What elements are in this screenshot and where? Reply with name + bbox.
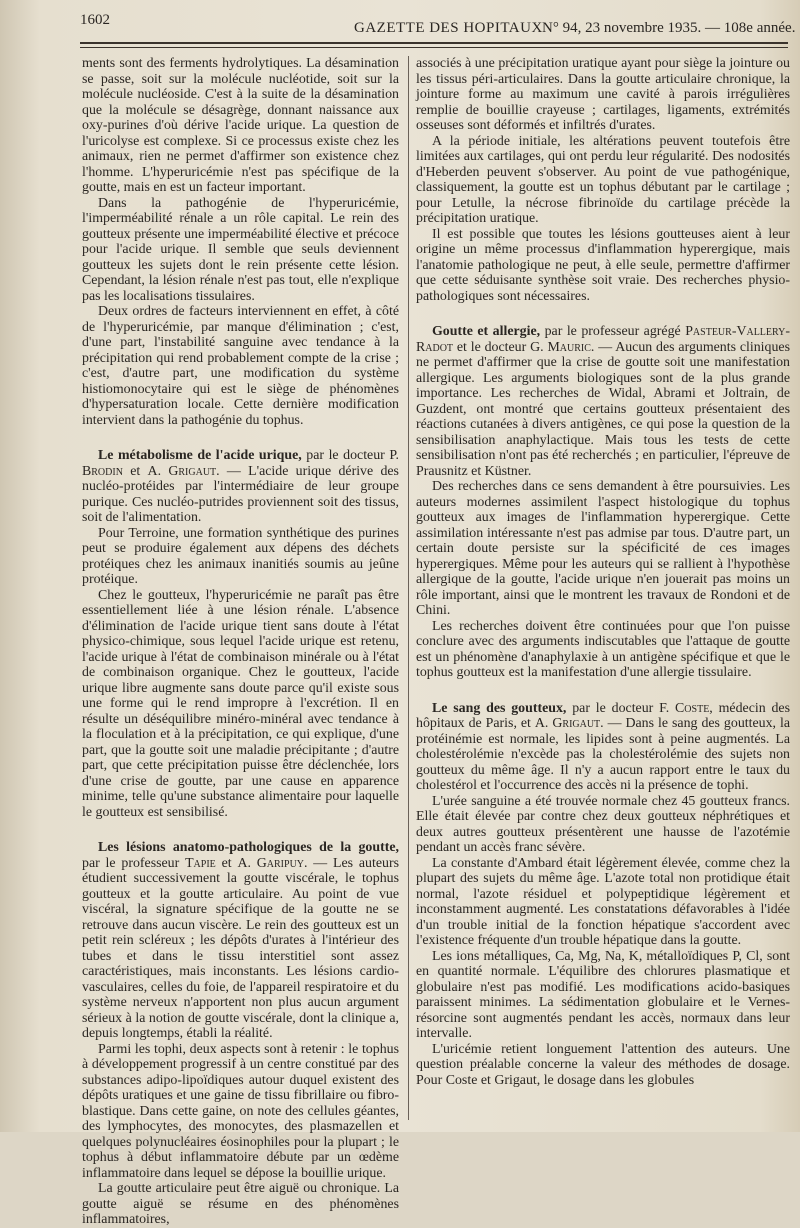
paragraph: Dans la pathogénie de l'hyperuricémie, l'imperméabilité rénale a un rôle capital. Le rein des goutteux présente une imperméabilité élective et précoce pour l'acide urique. Il semble que seuls deviennent goutteux les sujets dont le rein présente cette lésion. Cependant, la lésion rénale n'est pas tout, elle n'explique pas les localisations tissulaires.	[82, 195, 399, 304]
issue-info: N° 94, 23 novembre 1935. — 108e année.	[542, 20, 796, 36]
paragraph: La constante d'Ambard était légèrement élevée, comme chez la plupart des sujets du même âge. L'azote total non protidique était normal, l'azote résiduel et polypeptidique légèrement et inconstamment augmenté. Les constatations défavorables à l'idée d'un trouble initial de la fonction hépatique s'accordent avec l'existence fréquente d'un trouble hépatique dans la goutte.	[416, 855, 790, 948]
author-name: G. Mauric.	[530, 339, 595, 355]
paragraph: Deux ordres de facteurs interviennent en effet, à côté de l'hyperuricémie, par manque d'élimination ; c'est, d'une part, l'instabilité sanguine avec tendance à la précipitation qui rend probablement compte de la crise ; c'est, d'autre part, une modification du système histiomonocytaire qui est le siège de phénomènes d'hypersaturation locale. Cette dernière modification intervient dans la pathogénie du tophus.	[82, 304, 399, 428]
author-name: A. Grigaut.	[534, 716, 604, 731]
header-rule-thin	[80, 47, 788, 48]
section-metabolisme: Le métabolisme de l'acide urique, par le docteur P. Brodin et A. Grigaut. — L'acide urique dérive des nucléo-protéides par l'intermédiaire de leur groupe purique. Ces nucléo-putrides proviennent soit des tissus, soit de l'alimentation.	[82, 448, 399, 525]
section-sang-goutteux: Le sang des goutteux, par le docteur F. Coste, médecin des hôpitaux de Paris, et A. Grigaut. — Dans le sang des goutteux, la protéinémie est normale, les lipides sont à peine augmentés. La cholestérolémie n'excède pas la cholestérolémie des sujets non goutteux du même âge. Il n'y a aucun rapport entre le taux du cholestérol et l'occurrence des accès ni la présence de tophi.	[416, 700, 791, 793]
author-name: Pasteur-Vallery-Radot	[416, 324, 790, 355]
author-name: A. Grigaut.	[147, 463, 220, 479]
section-heading: Les lésions anatomo-pathologiques de la goutte,	[98, 840, 399, 855]
paragraph: La goutte articulaire peut être aiguë ou chronique. La goutte aiguë se résume en des phénomènes inflammatoires,	[82, 1181, 399, 1227]
paragraph: associés à une précipitation uratique ayant pour siège la jointure ou les tissus péri-articulaires. Dans la goutte articulaire chronique, la jointure forme au maximum une cavité à parois irrégulières remplie de bouillie crayeuse ; cartilages, ligaments, extrémités osseuses sont déformés et infiltrés d'urates.	[416, 56, 790, 133]
section-goutte-allergie: Goutte et allergie, par le professeur agrégé Pasteur-Vallery-Radot et le docteur G. Mauric. — Aucun des arguments cliniques ne permet d'affirmer que la crise de goutte soit une manifestation allergique. Les arguments biologiques sont de la plus grande importance. Les recherches de Widal, Abrami et Joltrain, de Guzdent, ont montré que certains goutteux présentaient des réactions cutanées à divers antigènes, ce qui pose la question de la sensibilisation anaphylactique. Mais tous les tests de cette sensibilisation n'ont pas été recherchés ; en particulier, l'épreuve de Prausnitz et Küstner.	[416, 324, 791, 479]
journal-title: GAZETTE DES HOPITAUX	[354, 20, 543, 36]
paragraph: Pour Terroine, une formation synthétique des purines peut se produire également aux dépens des déchets protéiques chez les animaux inanitiés soumis au jeûne protéique.	[82, 525, 399, 587]
paragraph: ments sont des ferments hydrolytiques. La désamination se passe, soit sur la molécule nucléotide, soit sur la molécule nucléoside. C'est à la suite de la désamination que la molécule se désagrège, donnant naissance aux oxy-purines d'où dérive l'acide urique. La question de l'uricolyse est complexe. Si ce processus existe chez les animaux, rien ne permet d'affirmer son existence chez l'homme. L'hyperuricémie n'est pas spécifique de la goutte, mais en est un facteur important.	[82, 56, 399, 195]
author-name: P. Brodin	[82, 448, 399, 479]
paragraph: Les ions métalliques, Ca, Mg, Na, K, métalloïdiques P, Cl, sont en quantité normale. L'équilibre des chlorures plasmatique et globulaire n'est pas modifié. Les modifications acido-basiques paraissent minimes. La sédimentation globulaire et le Vernes-résorcine sont augmentés pendant les accès, normaux dans leur intervalle.	[416, 948, 790, 1041]
left-column	[82, 56, 399, 1228]
page-number: 1602	[80, 12, 110, 28]
right-column	[416, 56, 790, 1088]
paragraph: A la période initiale, les altérations peuvent toutefois être limitées aux cartilages, qui ont perdu leur régularité. Des nodosités d'Heberden peuvent s'observer. Au point de vue pathogénique, classiquement, la goutte est un tophus débutant par le cartilage ; pour Letulle, la nécrose fibrinoïde du cartilage précède la précipitation uratique.	[416, 133, 790, 226]
author-name: A. Garipuy.	[237, 855, 308, 871]
paragraph: Chez le goutteux, l'hyperuricémie ne paraît pas être essentiellement liée à une lésion rénale. L'absence d'élimination de l'acide urique tient sans doute à l'état physico-chimique, sous lequel l'acide urique est retenu, l'acide urique à l'état de combinaison minérale ou à l'état de combinaison organique. Chez le goutteux, l'acide urique libre augmente sans doute parce qu'il existe sous une forme qui le rend impropre à l'excrétion. Il en résulte un déséquilibre minéro-minéral avec tendance à la floculation et à la précipitation, ce qui explique, d'une part, que la goutte soit une maladie précipitante ; d'autre part, que cette précipitation puisse être déclenchée, lors d'une crise de goutte, par une cause en apparence minime, telle qu'une substance alimentaire pour laquelle le goutteux est sensibilisé.	[82, 587, 399, 820]
page-header	[80, 12, 796, 40]
column-divider	[408, 56, 409, 1120]
section-heading: Le sang des goutteux,	[432, 700, 567, 716]
paragraph: L'urée sanguine a été trouvée normale chez 45 goutteux francs. Elle était élevée par contre chez deux goutteux néphrétiques et deux autres goutteux présentèrent une hausse de l'azotémie pendant un accès franc sévère.	[416, 793, 790, 855]
author-name: Tapie	[185, 855, 216, 871]
section-lesions: Les lésions anatomo-pathologiques de la goutte, par le professeur Tapie et A. Garipuy. — Les auteurs étudient successivement la goutte viscérale, le tophus goutteux et la goutte articulaire. Au point de vue viscéral, la signature spécifique de la goutte ne se retrouve dans aucun viscère. Le rein des goutteux est un petit rein scléreux ; les dépôts d'urates à l'intérieur des tubes et dans le tissu interstitiel sont assez caractéristiques, mais inconstants. Les lésions cardio-vasculaires, celles du foie, de l'appareil respiratoire et du système nerveux n'apportent non plus aucun argument sérieux à la notion de goutte viscérale, dont la clinique a, depuis longtemps, établi la réalité.	[82, 840, 399, 1041]
paragraph: Parmi les tophi, deux aspects sont à retenir : le tophus à développement progressif à un centre constitué par des substances adipo-lipoïdiques autour duquel existent des dépôts uratiques et une gaine de tissu fibrillaire ou fibro-blastique. Dans cette gaine, on note des cellules géantes, des lymphocytes, des monocytes, des plasmazellen et quelques polynucléaires éosinophiles pour la plupart ; le tophus à début inflammatoire débute par un œdème inflammatoire dans lequel se dépose la bouillie urique.	[82, 1041, 399, 1181]
paragraph: Il est possible que toutes les lésions goutteuses aient à leur origine un même processus d'inflammation hyperergique, mais l'anatomie pathologique ne peut, à elle seule, permettre d'affirmer que cette séduisante synthèse soit vraie. Des recherches physio-pathologiques sont nécessaires.	[416, 226, 790, 304]
paragraph: Les recherches doivent être continuées pour que l'on puisse conclure avec des arguments indiscutables que l'attaque de goutte est un phénomène d'anaphylaxie à un antigène spécifique et que le tophus goutteux est la manifestation d'une allergie tissulaire.	[416, 618, 790, 680]
section-heading: Le métabolisme de l'acide urique,	[98, 448, 302, 463]
section-heading: Goutte et allergie,	[432, 324, 541, 339]
header-rule-thick	[80, 42, 788, 44]
paragraph: Des recherches dans ce sens demandent à être poursuivies. Les auteurs modernes assimilent l'aspect histologique du tophus goutteux aux images de l'inflammation hyperergique. Cette assimilation intéressante n'est pas admise par tous. D'autre part, un certain doute persiste sur la spécificité de ces images hyperergiques. Même pour les auteurs qui se rallient à l'hypothèse allergique de la goutte, l'acide urique n'en jouerait pas moins un rôle important, ainsi que le montrent les travaux de Rondoni et de Chini.	[416, 479, 790, 618]
author-name: F. Coste,	[659, 700, 713, 716]
paragraph: L'uricémie retient longuement l'attention des auteurs. Une question préalable concerne la valeur des méthodes de dosage. Pour Coste et Grigaut, le dosage dans les globules	[416, 1041, 790, 1088]
